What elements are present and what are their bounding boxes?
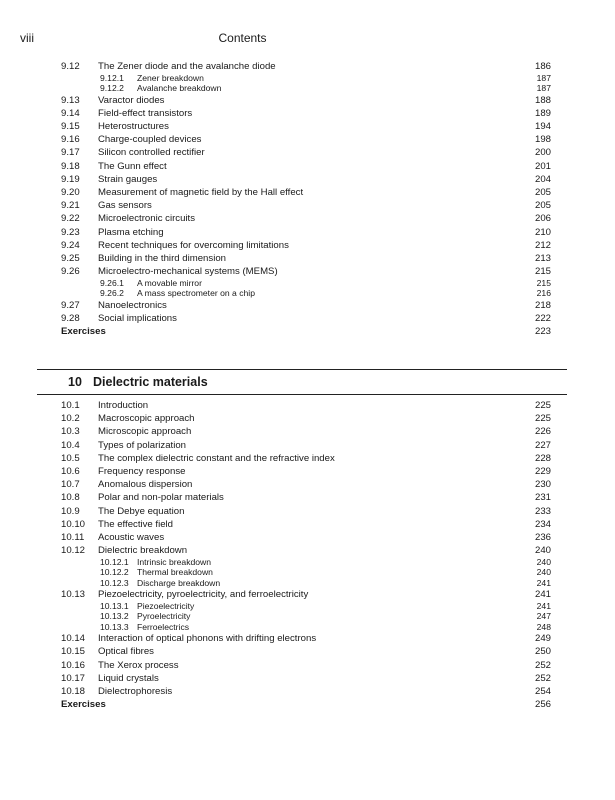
toc-entry bbox=[0, 478, 615, 492]
exercises-entry bbox=[0, 698, 615, 712]
entry-number: 10.7 bbox=[61, 479, 80, 491]
entry-page: 225 bbox=[534, 400, 551, 411]
entry-number: 10.4 bbox=[61, 439, 80, 451]
entry-title: Pyroelectricity bbox=[137, 611, 191, 622]
chapter-10-heading bbox=[37, 369, 567, 395]
toc-entry bbox=[0, 312, 615, 326]
running-head: Contents bbox=[218, 31, 267, 45]
entry-title: Varactor diodes bbox=[98, 94, 165, 106]
entry-title: Microelectronic circuits bbox=[98, 213, 196, 225]
entry-page: 194 bbox=[534, 120, 551, 132]
entry-page: 252 bbox=[534, 672, 551, 684]
entry-number: 10.13 bbox=[61, 589, 86, 601]
entry-page: 200 bbox=[534, 147, 551, 159]
entry-number: 9.23 bbox=[61, 226, 80, 238]
entry-page: 236 bbox=[534, 532, 551, 543]
entry-title: Nanoelectronics bbox=[98, 299, 167, 311]
toc-entry bbox=[0, 212, 615, 226]
entry-number: 10.1 bbox=[61, 400, 80, 411]
entry-page: 230 bbox=[534, 479, 551, 491]
entry-page: 216 bbox=[536, 288, 551, 299]
entry-number: 10.14 bbox=[61, 633, 86, 645]
entry-number: 10.15 bbox=[61, 646, 86, 658]
entry-number: 9.12.2 bbox=[100, 83, 124, 93]
entry-number: 9.28 bbox=[61, 312, 80, 324]
entry-page: 201 bbox=[534, 160, 551, 172]
toc-entry bbox=[0, 160, 615, 174]
toc-entry bbox=[0, 452, 615, 466]
entry-title: Avalanche breakdown bbox=[137, 83, 222, 93]
toc-entry bbox=[0, 173, 615, 187]
page-number: viii bbox=[20, 31, 34, 45]
toc-entry bbox=[0, 518, 615, 532]
entry-title: The complex dielectric constant and the refractive index bbox=[98, 452, 335, 464]
entry-number: 9.17 bbox=[61, 147, 80, 159]
entry-number: 9.12.1 bbox=[100, 72, 124, 83]
entry-page: 206 bbox=[534, 213, 551, 225]
toc-entry bbox=[0, 491, 615, 505]
chapter-number: 10 bbox=[68, 375, 82, 389]
entry-title: The Zener diode and the avalanche diode bbox=[98, 61, 276, 72]
entry-title: Ferroelectrics bbox=[137, 621, 190, 632]
toc-entry bbox=[0, 133, 615, 147]
entry-number: 9.26.2 bbox=[100, 288, 124, 299]
entry-number: 10.17 bbox=[61, 672, 86, 684]
entry-page: 187 bbox=[536, 72, 551, 83]
toc-entry bbox=[0, 94, 615, 108]
entry-page: 241 bbox=[534, 589, 551, 601]
entry-title: Macroscopic approach bbox=[98, 413, 195, 425]
entry-title: Microelectro-mechanical systems (MEMS) bbox=[98, 266, 278, 278]
entry-page: 247 bbox=[536, 611, 551, 622]
toc-entry bbox=[0, 299, 615, 313]
entry-number: 10.5 bbox=[61, 452, 80, 464]
entry-number: 10.10 bbox=[61, 518, 86, 530]
entry-page: 210 bbox=[534, 226, 551, 238]
entry-page: 240 bbox=[536, 567, 551, 578]
entry-title: Zener breakdown bbox=[137, 72, 204, 83]
entry-number: 10.12 bbox=[61, 545, 86, 557]
entry-title: Microscopic approach bbox=[98, 426, 192, 438]
entry-page: 227 bbox=[534, 439, 551, 451]
entry-number: 10.13.2 bbox=[100, 611, 129, 622]
entry-number: 9.24 bbox=[61, 239, 80, 251]
entry-page: 212 bbox=[534, 239, 551, 251]
toc-entry bbox=[0, 412, 615, 426]
toc-entry bbox=[0, 252, 615, 266]
toc-entry bbox=[0, 120, 615, 134]
entry-page: 250 bbox=[534, 646, 551, 658]
toc-entry bbox=[0, 685, 615, 699]
entry-title: The Xerox process bbox=[98, 659, 179, 671]
entry-number: 9.16 bbox=[61, 134, 80, 146]
exercises-page: 223 bbox=[534, 326, 551, 337]
toc-entry bbox=[0, 199, 615, 213]
entry-page: 241 bbox=[536, 577, 551, 588]
entry-title: Thermal breakdown bbox=[137, 567, 213, 578]
entry-number: 10.12.1 bbox=[100, 556, 129, 567]
entry-number: 10.11 bbox=[61, 532, 85, 543]
entry-number: 9.22 bbox=[61, 213, 80, 225]
entry-page: 222 bbox=[534, 312, 551, 324]
entry-page: 186 bbox=[534, 61, 551, 72]
entry-page: 231 bbox=[534, 492, 551, 504]
entry-page: 188 bbox=[534, 94, 551, 106]
entry-number: 10.12.2 bbox=[100, 567, 129, 578]
exercises-entry bbox=[0, 325, 615, 339]
chapter-title: Dielectric materials bbox=[93, 375, 208, 389]
entry-title: Polar and non-polar materials bbox=[98, 492, 224, 504]
exercises-label: Exercises bbox=[61, 326, 106, 337]
entry-title: Frequency response bbox=[98, 466, 186, 477]
entry-title: Heterostructures bbox=[98, 120, 169, 132]
toc-entry bbox=[0, 186, 615, 200]
entry-page: 187 bbox=[536, 83, 551, 93]
entry-page: 205 bbox=[534, 186, 551, 198]
entry-title: Social implications bbox=[98, 312, 177, 324]
entry-title: Measurement of magnetic field by the Hall effect bbox=[98, 186, 304, 198]
entry-title: Building in the third dimension bbox=[98, 252, 226, 264]
entry-page: 252 bbox=[534, 659, 551, 671]
entry-title: Charge-coupled devices bbox=[98, 134, 202, 146]
entry-title: Gas sensors bbox=[98, 200, 152, 212]
entry-title: Dielectric breakdown bbox=[98, 545, 188, 557]
entry-number: 10.13.1 bbox=[100, 600, 129, 611]
entry-page: 218 bbox=[534, 299, 551, 311]
entry-title: The Debye equation bbox=[98, 505, 185, 517]
entry-title: Recent techniques for overcoming limitations bbox=[98, 239, 289, 251]
entry-number: 10.9 bbox=[61, 505, 80, 517]
entry-number: 10.12.3 bbox=[100, 577, 129, 588]
entry-title: Introduction bbox=[98, 400, 149, 411]
entry-title: Liquid crystals bbox=[98, 672, 159, 684]
entry-title: Dielectrophoresis bbox=[98, 686, 173, 697]
entry-title: The Gunn effect bbox=[98, 160, 167, 172]
toc-entry bbox=[0, 399, 615, 413]
toc-entry bbox=[0, 425, 615, 439]
entry-title: Field-effect transistors bbox=[98, 107, 193, 119]
entry-number: 9.26.1 bbox=[100, 277, 124, 288]
entry-page: 204 bbox=[534, 173, 551, 185]
entry-number: 10.6 bbox=[61, 466, 80, 477]
entry-page: 215 bbox=[536, 277, 551, 288]
entry-number: 9.13 bbox=[61, 94, 80, 106]
toc-entry bbox=[0, 632, 615, 646]
entry-page: 225 bbox=[534, 413, 551, 425]
entry-title: Interaction of optical phonons with drifting electrons bbox=[98, 633, 317, 645]
entry-title: Types of polarization bbox=[98, 439, 186, 451]
entry-number: 10.13.3 bbox=[100, 621, 129, 632]
exercises-label: Exercises bbox=[61, 699, 106, 711]
entry-title: A movable mirror bbox=[137, 277, 202, 288]
toc-entry bbox=[0, 146, 615, 160]
toc-entry bbox=[0, 672, 615, 686]
entry-page: 189 bbox=[534, 107, 551, 119]
entry-title: Strain gauges bbox=[98, 173, 158, 185]
entry-title: A mass spectrometer on a chip bbox=[137, 288, 255, 299]
entry-number: 9.14 bbox=[61, 107, 80, 119]
toc-entry bbox=[0, 107, 615, 121]
entry-title: Acoustic waves bbox=[98, 532, 165, 543]
entry-number: 9.20 bbox=[61, 186, 80, 198]
entry-page: 226 bbox=[534, 426, 551, 438]
entry-page: 213 bbox=[534, 252, 551, 264]
entry-page: 229 bbox=[534, 466, 551, 477]
entry-number: 9.25 bbox=[61, 252, 80, 264]
entry-number: 10.8 bbox=[61, 492, 80, 504]
entry-number: 9.12 bbox=[61, 61, 80, 72]
entry-number: 9.19 bbox=[61, 173, 80, 185]
toc-entry bbox=[0, 226, 615, 240]
entry-title: Optical fibres bbox=[98, 646, 154, 658]
toc-entry bbox=[0, 505, 615, 519]
entry-number: 9.18 bbox=[61, 160, 80, 172]
toc-entry bbox=[0, 439, 615, 453]
entry-page: 240 bbox=[536, 556, 551, 567]
entry-page: 215 bbox=[534, 266, 551, 278]
entry-number: 9.15 bbox=[61, 120, 80, 132]
entry-number: 10.18 bbox=[61, 686, 86, 697]
entry-title: Intrinsic breakdown bbox=[137, 556, 212, 567]
toc-entry bbox=[0, 239, 615, 253]
entry-number: 10.16 bbox=[61, 659, 86, 671]
toc-entry bbox=[0, 659, 615, 673]
entry-title: Anomalous dispersion bbox=[98, 479, 193, 491]
entry-page: 249 bbox=[534, 633, 551, 645]
entry-title: Piezoelectricity bbox=[137, 600, 195, 611]
entry-page: 233 bbox=[534, 505, 551, 517]
entry-page: 234 bbox=[534, 518, 551, 530]
toc-entry bbox=[0, 465, 615, 479]
entry-title: The effective field bbox=[98, 518, 174, 530]
entry-title: Piezoelectricity, pyroelectricity, and ferroelectricity bbox=[98, 589, 309, 601]
entry-number: 9.26 bbox=[61, 266, 80, 278]
entry-number: 10.3 bbox=[61, 426, 80, 438]
entry-title: Discharge breakdown bbox=[137, 577, 221, 588]
toc-entry bbox=[0, 531, 615, 545]
entry-page: 248 bbox=[536, 621, 551, 632]
entry-number: 9.27 bbox=[61, 299, 80, 311]
entry-title: Silicon controlled rectifier bbox=[98, 147, 205, 159]
entry-title: Plasma etching bbox=[98, 226, 164, 238]
entry-page: 205 bbox=[534, 200, 551, 212]
toc-entry bbox=[0, 645, 615, 659]
entry-number: 10.2 bbox=[61, 413, 80, 425]
entry-page: 241 bbox=[536, 600, 551, 611]
entry-page: 198 bbox=[534, 134, 551, 146]
entry-number: 9.21 bbox=[61, 200, 80, 212]
entry-page: 240 bbox=[534, 545, 551, 557]
entry-page: 228 bbox=[534, 452, 551, 464]
exercises-page: 256 bbox=[534, 699, 551, 711]
entry-page: 254 bbox=[534, 686, 551, 697]
